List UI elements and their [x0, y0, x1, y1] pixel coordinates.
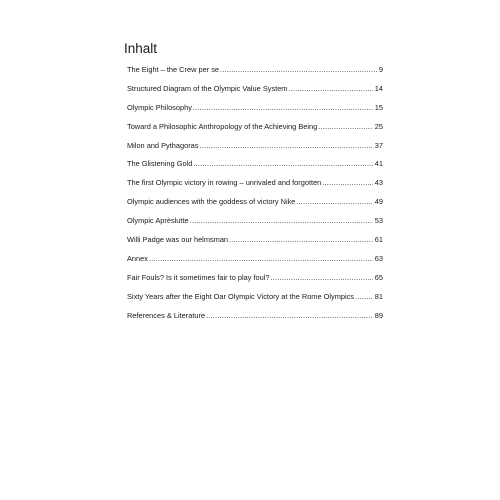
toc-entry-page-number: 41 — [374, 159, 383, 169]
toc-entry-page-number: 37 — [374, 140, 383, 150]
toc-entry[interactable] — [127, 103, 383, 122]
toc-entry-title: The Glistening Gold — [127, 159, 193, 169]
toc-entry[interactable] — [127, 273, 383, 292]
toc-dot-leader — [355, 292, 373, 302]
toc-entry-title: The Eight – the Crew per se — [127, 65, 220, 74]
toc-entry[interactable] — [127, 292, 383, 311]
toc-entry-page-number: 89 — [374, 310, 383, 320]
toc-dot-leader — [229, 235, 373, 245]
toc-dot-leader — [193, 159, 372, 169]
toc-entry-page-number: 65 — [374, 272, 383, 282]
toc-entry-page-number: 63 — [374, 253, 383, 263]
toc-dot-leader — [296, 197, 372, 207]
toc-entry-title: Willi Padge was our helmsman — [127, 235, 229, 245]
toc-entry-title: Olympic Aprèslutte — [127, 216, 189, 226]
table-of-contents — [127, 65, 383, 329]
toc-entry[interactable] — [127, 254, 383, 273]
toc-entry-page-number: 53 — [374, 216, 383, 226]
toc-dot-leader — [149, 254, 373, 264]
toc-entry[interactable] — [127, 311, 383, 330]
toc-dot-leader — [322, 178, 372, 188]
toc-entry-title: Toward a Philosophic Anthropology of the Achieving Being — [127, 121, 318, 131]
toc-entry-page-number: 49 — [374, 197, 383, 207]
toc-dot-leader — [220, 65, 377, 75]
toc-dot-leader — [193, 103, 373, 113]
toc-entry[interactable] — [127, 197, 383, 216]
toc-dot-leader — [200, 141, 373, 151]
toc-dot-leader — [206, 311, 373, 321]
toc-entry[interactable] — [127, 141, 383, 160]
toc-entry[interactable] — [127, 65, 383, 84]
toc-entry-title: Olympic Philosophy — [127, 102, 192, 112]
toc-entry[interactable] — [127, 178, 383, 197]
toc-entry-title: Structured Diagram of the Olympic Value System — [127, 83, 288, 93]
toc-entry-page-number: 14 — [374, 83, 383, 93]
toc-entry-title: The first Olympic victory in rowing – unrivaled and forgotten — [127, 178, 322, 188]
toc-dot-leader — [288, 84, 372, 94]
toc-entry-title: Olympic audiences with the goddess of victory Nike — [127, 197, 296, 207]
toc-entry-page-number: 43 — [374, 178, 383, 188]
toc-entry[interactable] — [127, 122, 383, 141]
toc-entry[interactable] — [127, 84, 383, 103]
toc-dot-leader — [271, 273, 373, 283]
toc-heading: Inhalt — [124, 41, 158, 56]
toc-entry-page-number: 61 — [374, 235, 383, 245]
toc-entry-title: References & Literature — [127, 310, 206, 320]
toc-entry-page-number: 25 — [374, 121, 383, 131]
toc-dot-leader — [318, 122, 373, 132]
toc-entry[interactable] — [127, 235, 383, 254]
toc-entry-page-number: 9 — [378, 65, 383, 74]
toc-entry[interactable] — [127, 159, 383, 178]
toc-entry-title: Milon and Pythagoras — [127, 140, 199, 150]
toc-entry-page-number: 81 — [374, 291, 383, 301]
toc-entry-title: Fair Fouls? Is it sometimes fair to play foul? — [127, 272, 270, 282]
toc-entry-page-number: 15 — [374, 102, 383, 112]
toc-entry[interactable] — [127, 216, 383, 235]
toc-entry-title: Annex — [127, 253, 148, 263]
toc-dot-leader — [190, 216, 373, 226]
toc-entry-title: Sixty Years after the Eight Oar Olympic Victory at the Rome Olympics — [127, 291, 355, 301]
